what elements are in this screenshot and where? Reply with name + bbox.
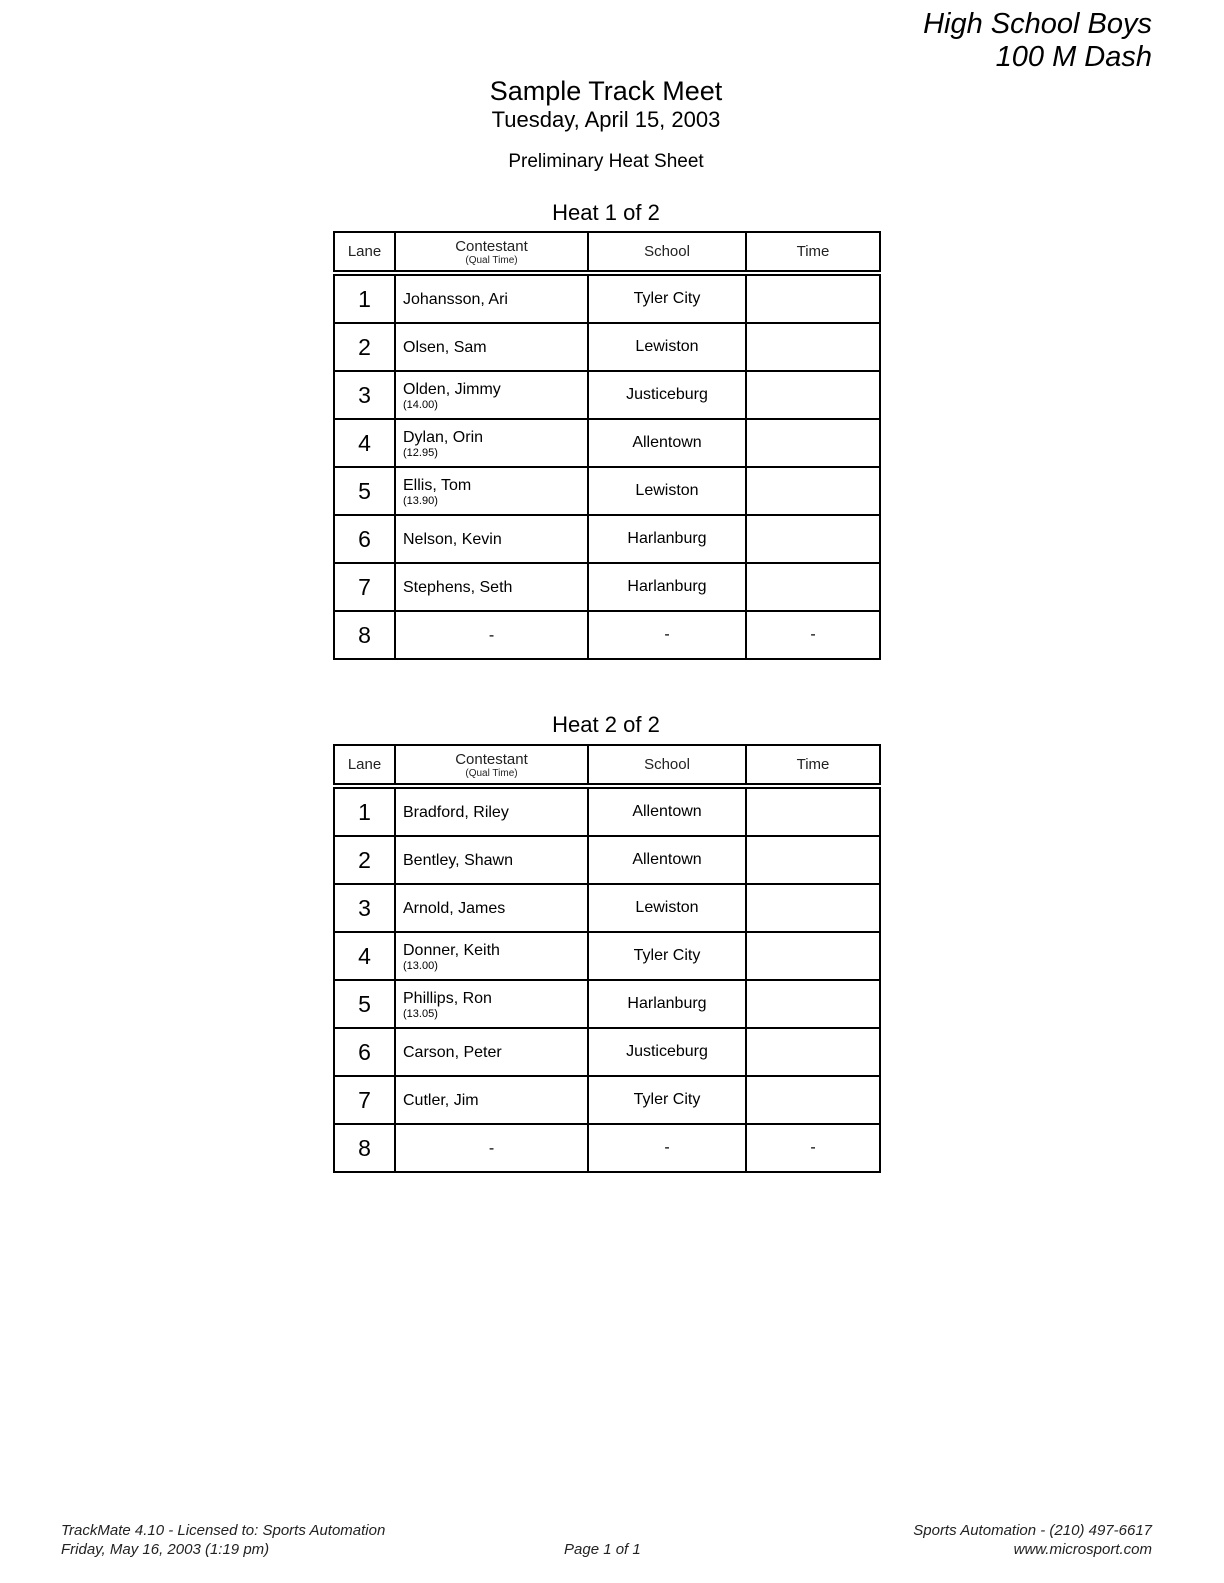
time-cell [746, 932, 880, 980]
table-row [334, 467, 880, 515]
contestant-name: - [488, 626, 495, 644]
table-row [334, 419, 880, 467]
school-name: Allentown [588, 836, 746, 884]
contestant-name: Ellis, Tom [403, 476, 472, 494]
sheet-type: Preliminary Heat Sheet [508, 151, 704, 172]
contestant-name: Stephens, Seth [403, 578, 513, 596]
lane-number: 2 [334, 323, 395, 371]
school-name: Tyler City [588, 932, 746, 980]
school-header: School [588, 232, 746, 271]
lane-header: Lane [334, 745, 395, 784]
school-name: Justiceburg [588, 371, 746, 419]
lane-number: 8 [334, 611, 395, 659]
contestant-name: Olden, Jimmy [403, 380, 501, 398]
table-row [334, 563, 880, 611]
contestant-cell [395, 884, 588, 932]
footer-right [913, 1521, 1152, 1559]
contestant-header [395, 745, 588, 784]
school-name: Justiceburg [588, 1028, 746, 1076]
contestant-cell [395, 836, 588, 884]
time-cell [746, 1076, 880, 1124]
qual-time-header-label: (Qual Time) [465, 767, 518, 779]
school-header: School [588, 745, 746, 784]
lane-number: 4 [334, 932, 395, 980]
event-title [923, 8, 1152, 74]
time-cell [746, 836, 880, 884]
time-cell [746, 275, 880, 323]
table-header-row [334, 232, 880, 271]
contestant-cell [395, 419, 588, 467]
contestant-cell [395, 467, 588, 515]
meet-name: Sample Track Meet [489, 76, 723, 106]
qual-time: (12.95) [403, 446, 438, 459]
contestant-name: Bentley, Shawn [403, 851, 513, 869]
heat-1-table [333, 231, 881, 660]
contestant-cell [395, 1076, 588, 1124]
lane-number: 7 [334, 563, 395, 611]
heat-1-title: Heat 1 of 2 [552, 200, 660, 225]
table-row [334, 788, 880, 836]
contestant-name: - [488, 1139, 495, 1157]
lane-number: 5 [334, 467, 395, 515]
footer-left [61, 1521, 385, 1559]
lane-number: 7 [334, 1076, 395, 1124]
school-name: Lewiston [588, 467, 746, 515]
footer-license: TrackMate 4.10 - Licensed to: Sports Automation [61, 1522, 386, 1539]
school-name: Lewiston [588, 884, 746, 932]
meet-date: Tuesday, April 15, 2003 [491, 107, 721, 132]
table-row [334, 323, 880, 371]
qual-time: (13.00) [403, 959, 438, 972]
contestant-name: Dylan, Orin [403, 428, 484, 446]
contestant-cell [395, 1124, 588, 1172]
school-name: - [588, 611, 746, 659]
time-cell: - [746, 1124, 880, 1172]
time-cell [746, 563, 880, 611]
table-row [334, 932, 880, 980]
lane-number: 6 [334, 1028, 395, 1076]
contestant-cell [395, 323, 588, 371]
table-header-row [334, 745, 880, 784]
contestant-cell [395, 788, 588, 836]
heat-2-table [333, 744, 881, 1173]
lane-number: 1 [334, 788, 395, 836]
time-cell [746, 371, 880, 419]
footer-website: www.microsport.com [1013, 1541, 1152, 1558]
heat-2-title: Heat 2 of 2 [552, 712, 660, 737]
table-row [334, 980, 880, 1028]
lane-number: 4 [334, 419, 395, 467]
school-name: Allentown [588, 788, 746, 836]
contestant-name: Olsen, Sam [403, 338, 487, 356]
contestant-cell [395, 563, 588, 611]
table-row [334, 884, 880, 932]
lane-number: 6 [334, 515, 395, 563]
contestant-cell [395, 1028, 588, 1076]
time-header: Time [746, 232, 880, 271]
school-name: Tyler City [588, 1076, 746, 1124]
contestant-header-label: Contestant [455, 750, 528, 768]
contestant-cell [395, 980, 588, 1028]
table-row [334, 836, 880, 884]
contestant-name: Arnold, James [403, 899, 506, 917]
lane-number: 1 [334, 275, 395, 323]
qual-time: (14.00) [403, 398, 438, 411]
footer-print-date: Friday, May 16, 2003 (1:19 pm) [61, 1541, 270, 1558]
contestant-header-label: Contestant [455, 237, 528, 255]
contestant-name: Nelson, Kevin [403, 530, 502, 548]
contestant-name: Carson, Peter [403, 1043, 502, 1061]
lane-number: 8 [334, 1124, 395, 1172]
time-cell [746, 1028, 880, 1076]
lane-number: 2 [334, 836, 395, 884]
school-name: Harlanburg [588, 515, 746, 563]
contestant-header [395, 232, 588, 271]
table-row [334, 371, 880, 419]
contestant-cell [395, 371, 588, 419]
time-cell [746, 980, 880, 1028]
contestant-cell [395, 611, 588, 659]
time-cell [746, 467, 880, 515]
lane-number: 5 [334, 980, 395, 1028]
lane-number: 3 [334, 884, 395, 932]
table-row [334, 611, 880, 659]
time-cell [746, 884, 880, 932]
table-row [334, 1028, 880, 1076]
school-name: Harlanburg [588, 980, 746, 1028]
contestant-cell [395, 932, 588, 980]
contestant-name: Phillips, Ron [403, 989, 492, 1007]
lane-number: 3 [334, 371, 395, 419]
table-row [334, 515, 880, 563]
contestant-name: Johansson, Ari [403, 290, 508, 308]
table-row [334, 1076, 880, 1124]
event-group: High School Boys [923, 8, 1152, 40]
school-name: - [588, 1124, 746, 1172]
school-name: Tyler City [588, 275, 746, 323]
footer-page-number: Page 1 of 1 [564, 1541, 641, 1558]
time-cell [746, 788, 880, 836]
qual-time-header-label: (Qual Time) [465, 254, 518, 266]
qual-time: (13.90) [403, 494, 438, 507]
qual-time: (13.05) [403, 1007, 438, 1020]
footer-contact: Sports Automation - (210) 497-6617 [913, 1522, 1152, 1539]
school-name: Harlanburg [588, 563, 746, 611]
table-row [334, 275, 880, 323]
time-header: Time [746, 745, 880, 784]
time-cell [746, 323, 880, 371]
time-cell: - [746, 611, 880, 659]
school-name: Allentown [588, 419, 746, 467]
contestant-name: Bradford, Riley [403, 803, 509, 821]
lane-header: Lane [334, 232, 395, 271]
table-row [334, 1124, 880, 1172]
school-name: Lewiston [588, 323, 746, 371]
contestant-name: Cutler, Jim [403, 1091, 479, 1109]
contestant-cell [395, 275, 588, 323]
event-name: 100 M Dash [995, 41, 1152, 73]
time-cell [746, 419, 880, 467]
contestant-name: Donner, Keith [403, 941, 500, 959]
time-cell [746, 515, 880, 563]
contestant-cell [395, 515, 588, 563]
